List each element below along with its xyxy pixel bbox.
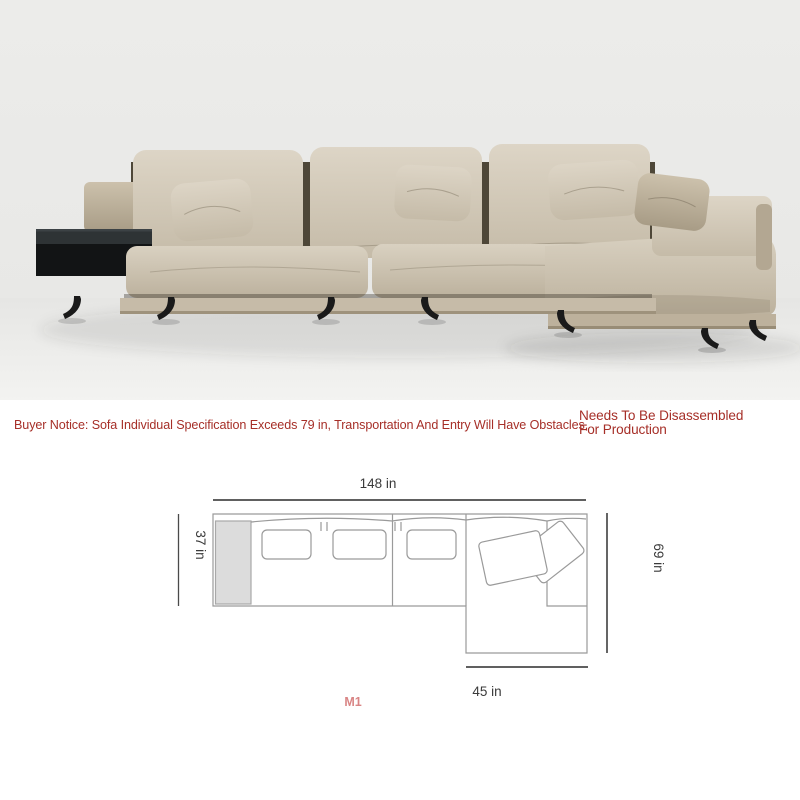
sofa-plan-outline <box>213 514 587 653</box>
sofa-dimension-diagram <box>0 452 800 752</box>
dimension-label-chaise-width: 45 in <box>472 684 502 699</box>
buyer-notice-emphasis-line1: Needs To Be Disassembled <box>579 408 744 423</box>
dimension-label-depth: 37 in <box>193 530 208 560</box>
buyer-notice-emphasis-line2: For Production <box>579 421 667 437</box>
buyer-notice-emphasis <box>579 409 789 436</box>
dimension-label-chaise-length: 69 in <box>651 543 666 573</box>
buyer-notice-text: Buyer Notice: Sofa Individual Specification Exceeds 79 in, Transportation And Entry Will Have Obstacles, <box>14 418 589 432</box>
floor-plan-svg <box>0 452 800 752</box>
model-label: M1 <box>344 695 362 709</box>
dimension-label-overall-width: 148 in <box>359 476 397 491</box>
